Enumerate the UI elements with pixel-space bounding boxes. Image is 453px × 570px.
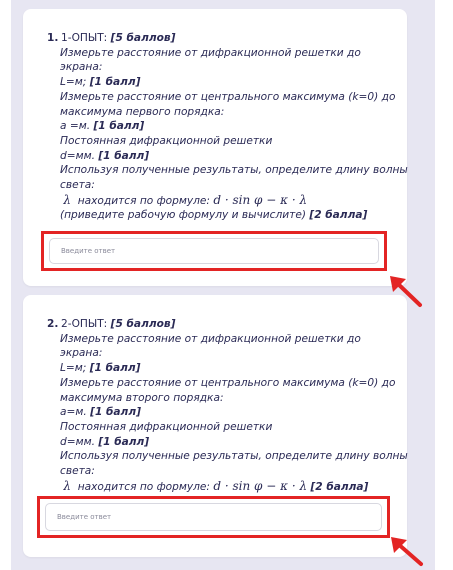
instruction-text: (приведите рабочую формулу и вычислите) bbox=[60, 209, 310, 222]
measurement-d bbox=[60, 149, 397, 164]
question-title-label: 1-ОПЫТ: bbox=[61, 32, 111, 44]
answer-highlight-box bbox=[37, 496, 390, 538]
question-number: 1. bbox=[47, 32, 59, 44]
measurement-a-text: a=м. bbox=[60, 406, 91, 419]
points-badge: [1 балл] bbox=[89, 362, 141, 375]
instruction-line: Измерьте расстояние от дифракционной решетки до bbox=[60, 332, 361, 345]
points-badge: [1 балл] bbox=[90, 406, 141, 419]
instruction-line: экрана: bbox=[60, 61, 103, 74]
answer-input-1[interactable] bbox=[49, 238, 379, 264]
measurement-a-text: a =м. bbox=[60, 120, 94, 133]
points-badge: [1 балл] bbox=[93, 120, 145, 133]
question-title bbox=[61, 317, 175, 332]
question-2-text bbox=[47, 317, 408, 494]
question-title-label: 2-ОПЫТ: bbox=[61, 318, 111, 330]
instruction-line: максимума второго порядка: bbox=[60, 391, 224, 404]
measurement-l bbox=[60, 75, 397, 90]
measurement-a bbox=[60, 119, 397, 134]
question-card-1 bbox=[23, 9, 407, 286]
measurement-d-text: d=мм. bbox=[60, 435, 99, 448]
formula-label: находится по формуле: bbox=[77, 194, 211, 207]
formula-lambda: λ bbox=[63, 192, 71, 207]
formula-lambda: λ bbox=[63, 478, 71, 493]
formula: d · sin φ − κ · λ bbox=[213, 192, 308, 207]
formula-label: находится по формуле: bbox=[77, 480, 211, 493]
points-badge: [1 балл] bbox=[98, 149, 150, 162]
points-badge: [2 балла] bbox=[309, 209, 368, 222]
measurement-d-text: d=мм. bbox=[60, 149, 99, 162]
points-badge: [1 балл] bbox=[89, 76, 141, 89]
question-1-text bbox=[47, 31, 408, 223]
measurement-l-text: L=м; bbox=[60, 362, 90, 375]
question-title-points: [5 баллов] bbox=[110, 318, 176, 330]
instruction-line: Измерьте расстояние от центрального максимума (k=0) до bbox=[60, 376, 396, 389]
instruction-line bbox=[60, 208, 397, 223]
answer-input-2[interactable] bbox=[45, 503, 382, 531]
instruction-line: Используя полученные результаты, определите длину волны bbox=[60, 450, 408, 463]
measurement-l-text: L=м; bbox=[60, 76, 90, 89]
formula-line bbox=[60, 193, 397, 209]
instruction-line: Измерьте расстояние от центрального максимума (k=0) до bbox=[60, 90, 396, 103]
question-title-points: [5 баллов] bbox=[110, 32, 176, 44]
instruction-line: света: bbox=[60, 465, 95, 478]
answer-highlight-box bbox=[41, 231, 387, 271]
red-arrow-icon bbox=[386, 272, 426, 312]
question-number: 2. bbox=[47, 318, 59, 330]
instruction-line: света: bbox=[60, 179, 95, 192]
points-badge: [2 балла] bbox=[310, 480, 369, 493]
measurement-a bbox=[60, 405, 397, 420]
instruction-line: Измерьте расстояние от дифракционной решетки до bbox=[60, 46, 361, 59]
instruction-line: экрана: bbox=[60, 347, 103, 360]
points-badge: [1 балл] bbox=[98, 435, 150, 448]
instruction-line: Постоянная дифракционной решетки bbox=[60, 134, 273, 147]
question-card-2 bbox=[23, 295, 407, 557]
question-title bbox=[61, 31, 175, 46]
formula-line bbox=[60, 479, 397, 495]
red-arrow-icon bbox=[387, 533, 427, 570]
instruction-line: Постоянная дифракционной решетки bbox=[60, 420, 273, 433]
measurement-l bbox=[60, 361, 397, 376]
instruction-line: максимума первого порядка: bbox=[60, 105, 225, 118]
measurement-d bbox=[60, 435, 397, 450]
formula: d · sin φ − κ · λ bbox=[213, 478, 308, 493]
instruction-line: Используя полученные результаты, определите длину волны bbox=[60, 164, 408, 177]
